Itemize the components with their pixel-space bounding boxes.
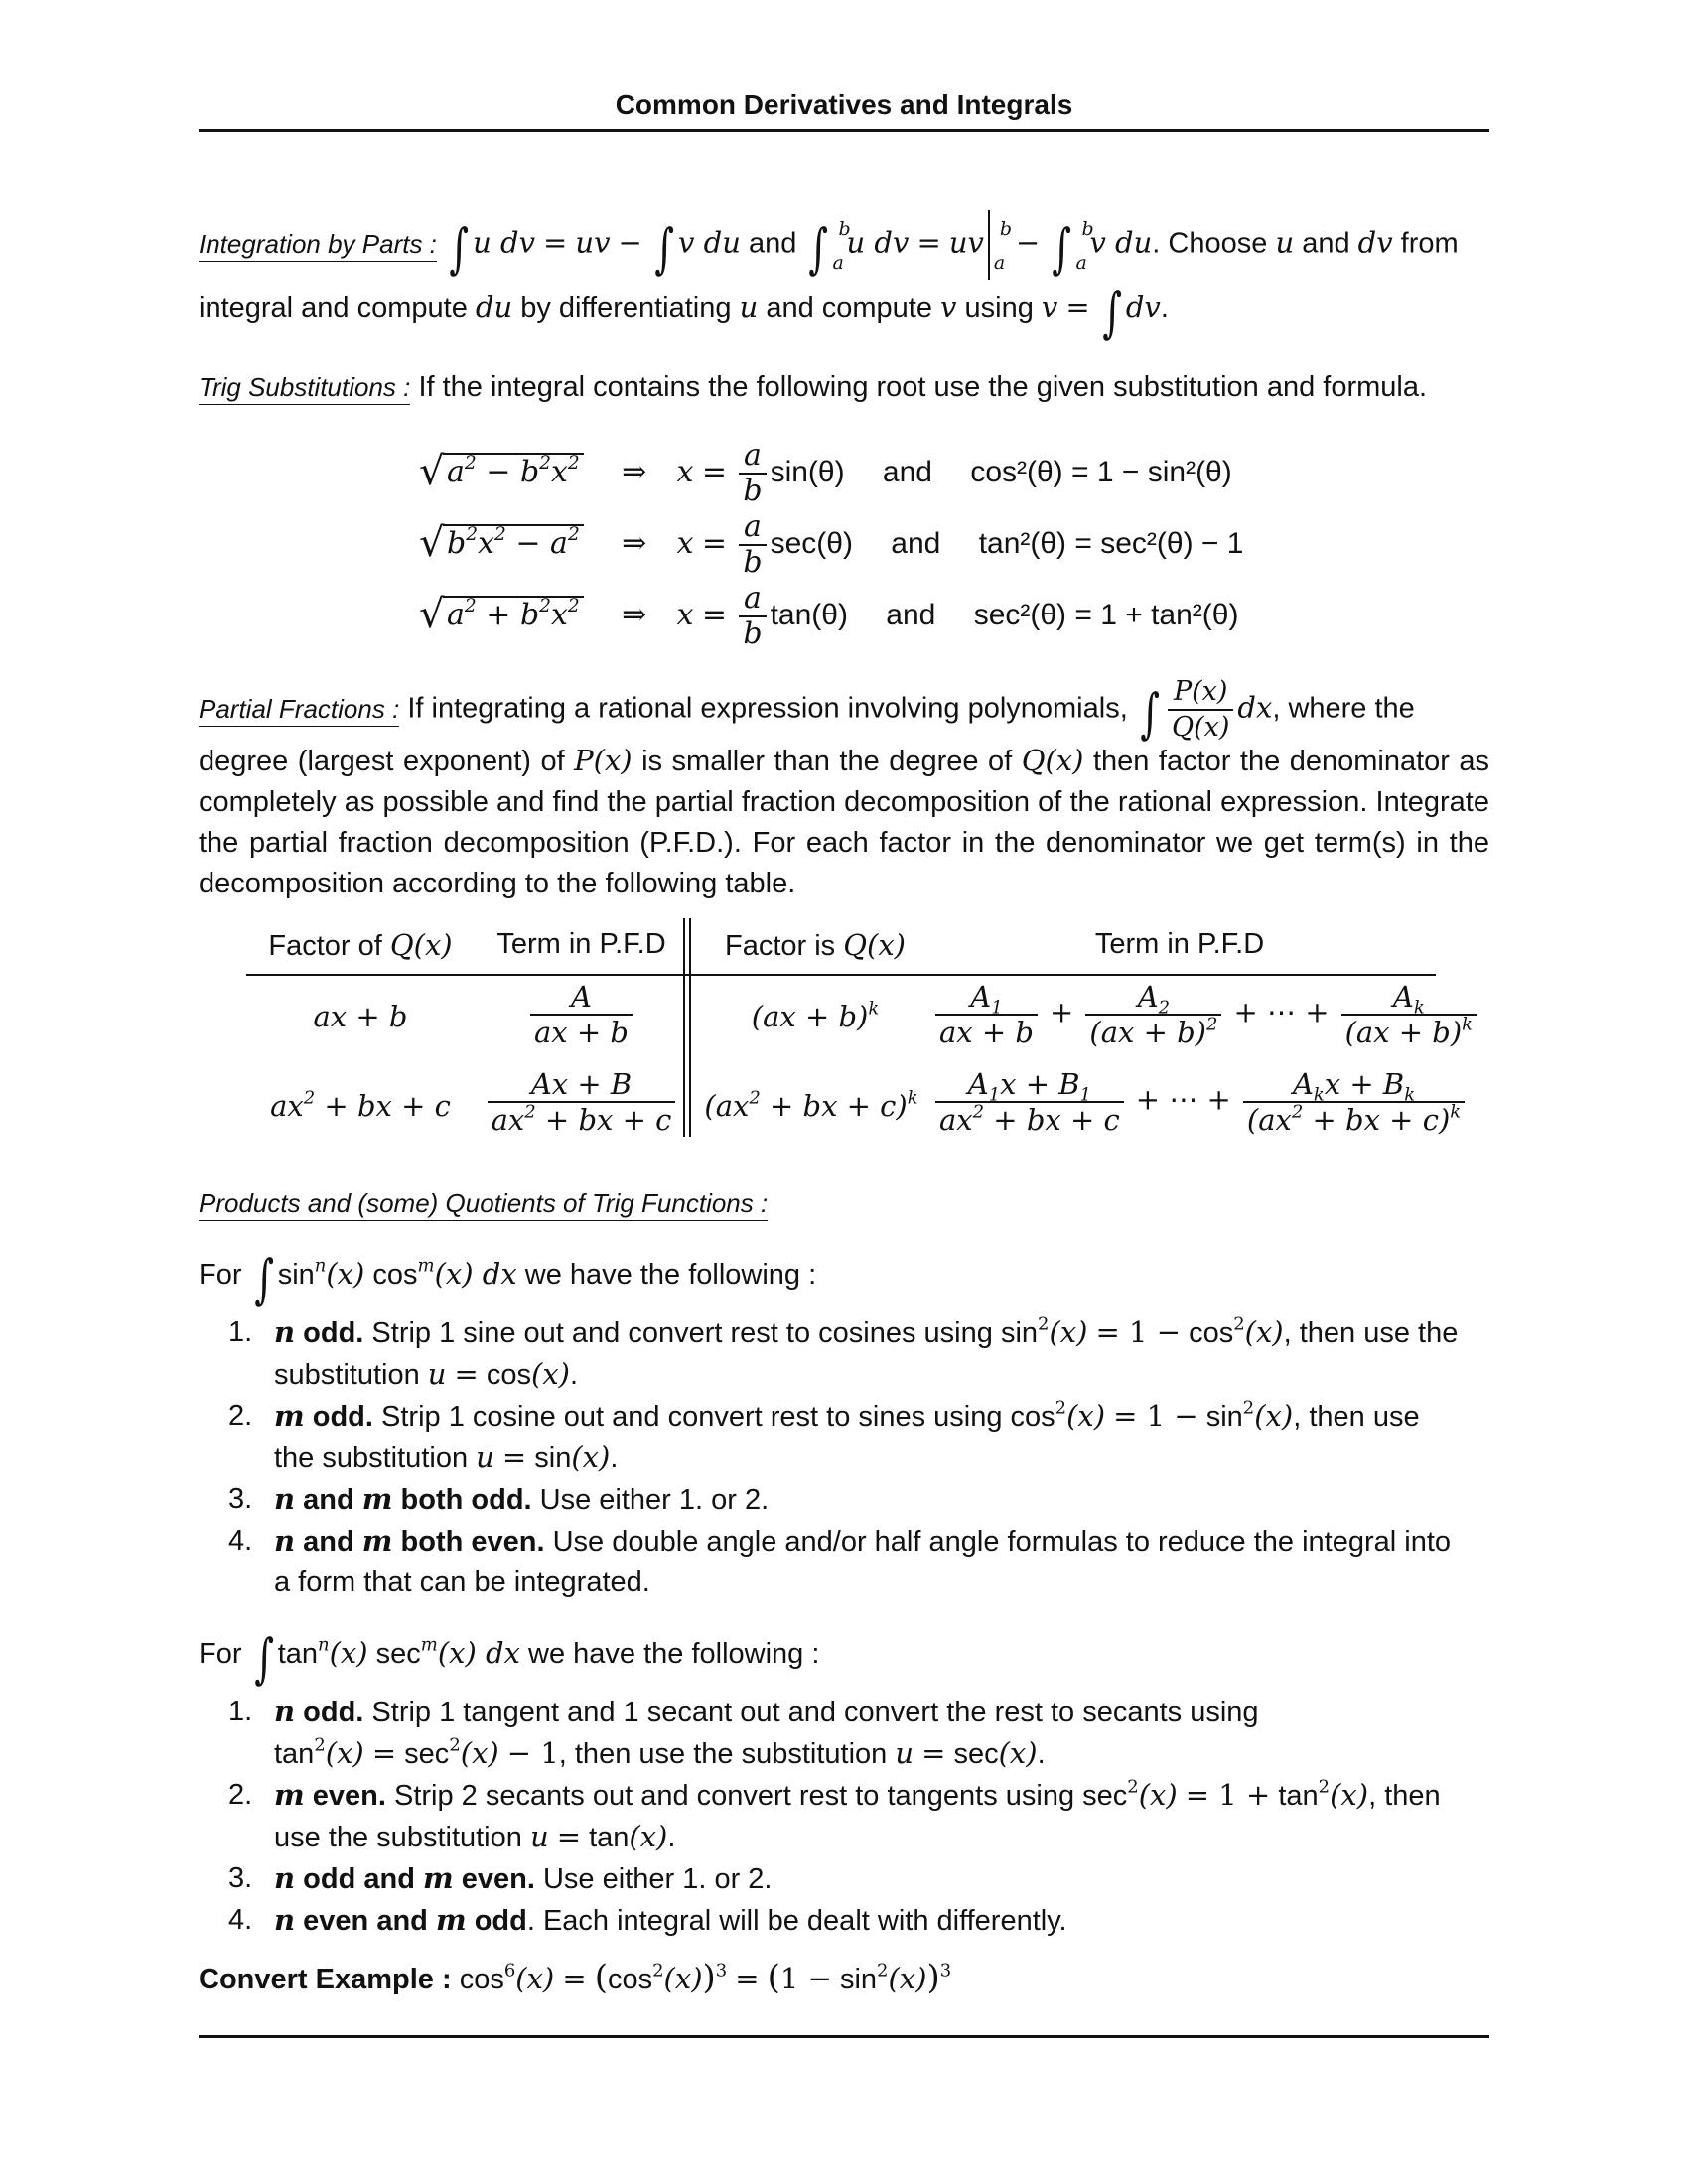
table-double-rule-left <box>683 918 685 1137</box>
tansec-intro: For ∫ $\tan^n(x)$ $\sec^m(x)$ dx we have the following : <box>199 1627 820 1690</box>
footer-rule <box>199 2035 1489 2038</box>
trig-sub-and-3: and <box>886 598 936 631</box>
pf-line-1: Partial Fractions : If integrating a rational expression involving polynomials, ∫ $\frac{P(x)}{Q(x)}$ dx, where the <box>199 676 1415 745</box>
convert-label: Convert Example : <box>199 1964 452 1995</box>
pf-text-p2: is smaller than the degree of <box>641 746 1013 777</box>
ibp-line-1: Integration by Parts : ∫ u dv = uv − ∫ v du and ∫ b a u dv = uv b a − ∫ b a v du. Choose u and dv from <box>199 210 1489 280</box>
document-page <box>199 0 1489 2184</box>
ibp-line-2: integral and compute du by differentiating u and compute v using v = ∫ dv. <box>199 281 1169 343</box>
trig-sub-row-1: √ $a^2 - b^2x^2$ ⇒ x = $\frac{a}{b}$ sin(θ) and cos²(θ) = 1 − sin²(θ) <box>419 438 1232 508</box>
pfd-term-linear: $\frac{A}{ax + b}$ <box>480 980 683 1049</box>
list-item: 2. m odd. Strip 1 cosine out and convert rest to sines using $\cos^2(x) = 1 - \sin^2(x)$, then use the substitution u = sin(x). <box>228 1397 1420 1474</box>
trig-sub-and-2: and <box>891 526 941 560</box>
integral-sign: ∫ <box>1101 281 1122 343</box>
ibp-from: from <box>1400 227 1459 260</box>
sincos-list <box>199 1312 1489 1603</box>
pfd-header-3: Factor is Q(x) <box>724 928 906 962</box>
integral-sign: ∫ <box>253 1248 274 1310</box>
pfd-factor-quadratic-power: ($ax^2$ + bx + c)$^k$ <box>704 1087 918 1123</box>
pfd-header-1: Factor of Q(x) <box>268 928 453 962</box>
integral-sign: ∫ <box>1140 681 1160 745</box>
trig-sub-and-1: and <box>882 455 932 488</box>
pf-text-1b: , where the <box>1272 692 1415 725</box>
ibp-text-c: and compute <box>766 292 932 324</box>
integral-sign: ∫ <box>654 216 674 280</box>
pfd-factor-linear: ax + b <box>313 1000 408 1033</box>
integral-sign: ∫ <box>253 1627 274 1690</box>
pf-text-1: If integrating a rational expression involving polynomials, <box>407 692 1128 725</box>
ibp-and: and <box>748 227 797 260</box>
table-header-rule <box>246 974 1436 976</box>
trig-prod-heading: Products and (some) Quotients of Trig Functions : <box>199 1188 768 1221</box>
tansec-list <box>199 1692 1489 1942</box>
list-item: 3. n and m both odd. Use either 1. or 2. <box>228 1482 770 1516</box>
table-double-rule-right <box>689 918 691 1137</box>
ibp-text-d: using <box>964 292 1034 324</box>
page-title: Common Derivatives and Integrals <box>615 89 1073 120</box>
pf-paragraph: degree (largest exponent) of P(x) is smaller than the degree of Q(x) then factor the denominator as completely as possible and find the partial fraction decomposition of the rational expression. Integrate the partial fraction decomposition (P.F.D.). For each factor in the denominator we get term(s) in the decomposition according to the following table. <box>199 744 1490 899</box>
ibp-and-2: and <box>1302 227 1350 260</box>
trig-sub-identity-3: sec²(θ) = 1 + tan²(θ) <box>973 598 1239 631</box>
ibp-choose: Choose <box>1168 227 1268 260</box>
trig-sub-identity-1: cos²(θ) = 1 − sin²(θ) <box>970 455 1232 488</box>
trig-sub-row-3: √ $a^2 + b^2x^2$ ⇒ x = $\frac{a}{b}$ tan(θ) and sec²(θ) = 1 + tan²(θ) <box>419 581 1239 651</box>
trig-sub-line <box>199 367 1489 407</box>
list-item: 4. n and m both even. Use double angle and/or half angle formulas to reduce the integral into a form that can be integrated. <box>228 1524 1452 1598</box>
pf-text-p1: degree (largest exponent) of <box>199 746 565 777</box>
trig-sub-text: If the integral contains the following root use the given substitution and formula. <box>418 371 1428 403</box>
trig-sub-heading: Trig Substitutions : <box>199 372 410 405</box>
trig-prod-heading-line <box>199 1183 1489 1223</box>
definite-integral-sign: ∫ <box>1052 216 1072 280</box>
trig-sub-identity-2: tan²(θ) = sec²(θ) − 1 <box>978 526 1244 560</box>
pf-text-p3: then factor the denominator as completely as possible and find the partial fraction decomposition of the rational expression. Integrate the partial fraction decomposition (P.F.D.). For each factor in the denominator we get term(s) in the decomposition according to the following table. <box>199 746 1490 899</box>
pfd-term-linear-power: $\frac{A_1}{ax + b}$ + $\frac{A_2}{(ax + b)^2}$ + ⋯ + $\frac{A_k}{(ax + b)^k}$ <box>931 980 1428 1049</box>
list-item: 3. n odd and m even. Use either 1. or 2. <box>228 1861 773 1895</box>
pfd-table <box>246 918 1474 1137</box>
pfd-header-4: Term in P.F.D <box>1094 928 1265 960</box>
sincos-intro: For ∫ $\sin^n(x)$ $\cos^m(x)$ dx we have the following : <box>199 1248 817 1310</box>
integral-sign: ∫ <box>449 216 469 280</box>
ibp-heading: Integration by Parts : <box>199 229 437 262</box>
ibp-text-b: by differentiating <box>520 292 732 324</box>
convert-example: Convert Example : $\cos^6(x) = (\cos^2(x))^3 = (1 - \sin^2(x))^3$ <box>199 1958 952 1997</box>
pfd-term-quadratic-power: $\frac{A_1x + B_1}{ax^2 + bx + c}$ + ⋯ + $\frac{A_kx + B_k}{(ax^2 + bx + c)^k}$ <box>931 1067 1428 1137</box>
trig-sub-func-1: sin(θ) <box>770 455 845 488</box>
pfd-factor-linear-power: (ax + b)$^k$ <box>751 998 880 1033</box>
pf-heading: Partial Fractions : <box>199 694 399 727</box>
title-rule <box>199 129 1489 132</box>
list-item: 2. m even. Strip 2 secants out and convert rest to tangents using $\sec^2(x) = 1 + \tan^2(x)$, then use the substitution u = tan(x). <box>228 1776 1441 1853</box>
pfd-header-2: Term in P.F.D <box>496 928 666 960</box>
definite-integral-sign: ∫ <box>808 216 829 280</box>
evaluation-bar <box>988 210 990 280</box>
list-item: 4. n even and m odd. Each integral will be dealt with differently. <box>228 1903 1067 1937</box>
trig-sub-func-3: tan(θ) <box>770 598 848 631</box>
trig-sub-func-2: sec(θ) <box>770 526 853 560</box>
list-item: 1. n odd. Strip 1 tangent and 1 secant out and convert the rest to secants using $\tan^2(x) = \sec^2(x) - 1$, then use the substitution u = sec(x). <box>228 1695 1259 1770</box>
list-item: 1. n odd. Strip 1 sine out and convert rest to cosines using $\sin^2(x) = 1 - \cos^2(x)$, then use the substitution u = cos(x). <box>228 1313 1459 1391</box>
pfd-term-quadratic: $\frac{Ax + B}{ax^2 + bx + c}$ <box>480 1067 683 1137</box>
pfd-factor-quadratic: $ax^2$ + bx + c <box>270 1087 451 1123</box>
trig-sub-row-2: √ $b^2x^2 - a^2$ ⇒ x = $\frac{a}{b}$ sec(θ) and tan²(θ) = sec²(θ) − 1 <box>419 509 1244 580</box>
ibp-text-a: integral and compute <box>199 292 468 324</box>
